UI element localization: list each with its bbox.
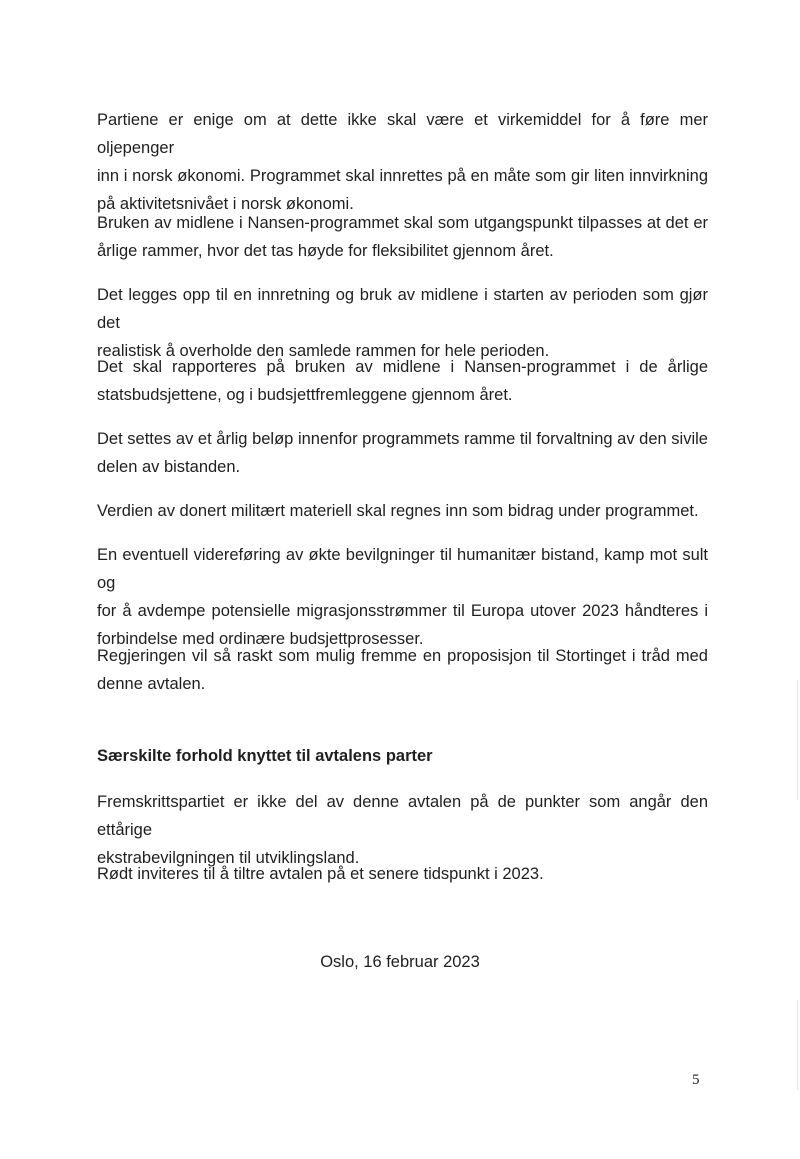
text-line: for å avdempe potensielle migrasjonsstrømmer til Europa utover 2023 håndteres i: [97, 602, 708, 620]
text-line: på aktivitetsnivået i norsk økonomi.: [97, 195, 354, 213]
paragraph-militaert-materiell: [97, 497, 708, 525]
text-line: inn i norsk økonomi. Programmet skal innrettes på en måte som gir liten innvirkning: [97, 167, 708, 185]
text-line: Det skal rapporteres på bruken av midlene i Nansen-programmet i de årlige: [97, 358, 708, 376]
paragraph-rapportering: [97, 353, 708, 409]
text-line: forbindelse med ordinære budsjettprosesser.: [97, 630, 424, 648]
text-line: Det settes av et årlig beløp innenfor programmets ramme til forvaltning av den sivile: [97, 430, 708, 448]
text-line: Rødt inviteres til å tiltre avtalen på et senere tidspunkt i 2023.: [97, 865, 544, 883]
text-line: statsbudsjettene, og i budsjettfremleggene gjennom året.: [97, 386, 513, 404]
text-line: realistisk å overholde den samlede rammen for hele perioden.: [97, 342, 550, 360]
text-line: delen av bistanden.: [97, 458, 241, 476]
paragraph-videreforing: [97, 541, 708, 653]
paragraph-proposisjon: [97, 642, 708, 698]
paragraph-forvaltning: [97, 425, 708, 481]
text-line: Det legges opp til en innretning og bruk av midlene i starten av perioden som gjør det: [97, 286, 708, 332]
section-heading: Særskilte forhold knyttet til avtalens parter: [97, 747, 433, 765]
dateline: Oslo, 16 februar 2023: [320, 953, 480, 971]
page-number: 5: [692, 1072, 700, 1088]
text-line: Partiene er enige om at dette ikke skal være et virkemiddel for å føre mer oljepenger: [97, 111, 708, 157]
paragraph-oljepenger: [97, 106, 708, 218]
paragraph-rodt: [97, 860, 708, 888]
text-line: Verdien av donert militært materiell skal regnes inn som bidrag under programmet.: [97, 502, 699, 520]
scan-edge-mark: [797, 1000, 798, 1090]
paragraph-arlige-rammer: [97, 209, 708, 265]
text-line: årlige rammer, hvor det tas høyde for fleksibilitet gjennom året.: [97, 242, 554, 260]
text-line: Bruken av midlene i Nansen-programmet skal som utgangspunkt tilpasses at det er: [97, 214, 708, 232]
text-line: ekstrabevilgningen til utviklingsland.: [97, 849, 360, 867]
scan-edge-mark: [797, 680, 798, 800]
text-line: Regjeringen vil så raskt som mulig fremme en proposisjon til Stortinget i tråd med: [97, 647, 708, 665]
text-line: Fremskrittspartiet er ikke del av denne avtalen på de punkter som angår den ettårige: [97, 793, 708, 839]
text-line: En eventuell videreføring av økte bevilgninger til humanitær bistand, kamp mot sult og: [97, 546, 708, 592]
text-line: denne avtalen.: [97, 675, 206, 693]
